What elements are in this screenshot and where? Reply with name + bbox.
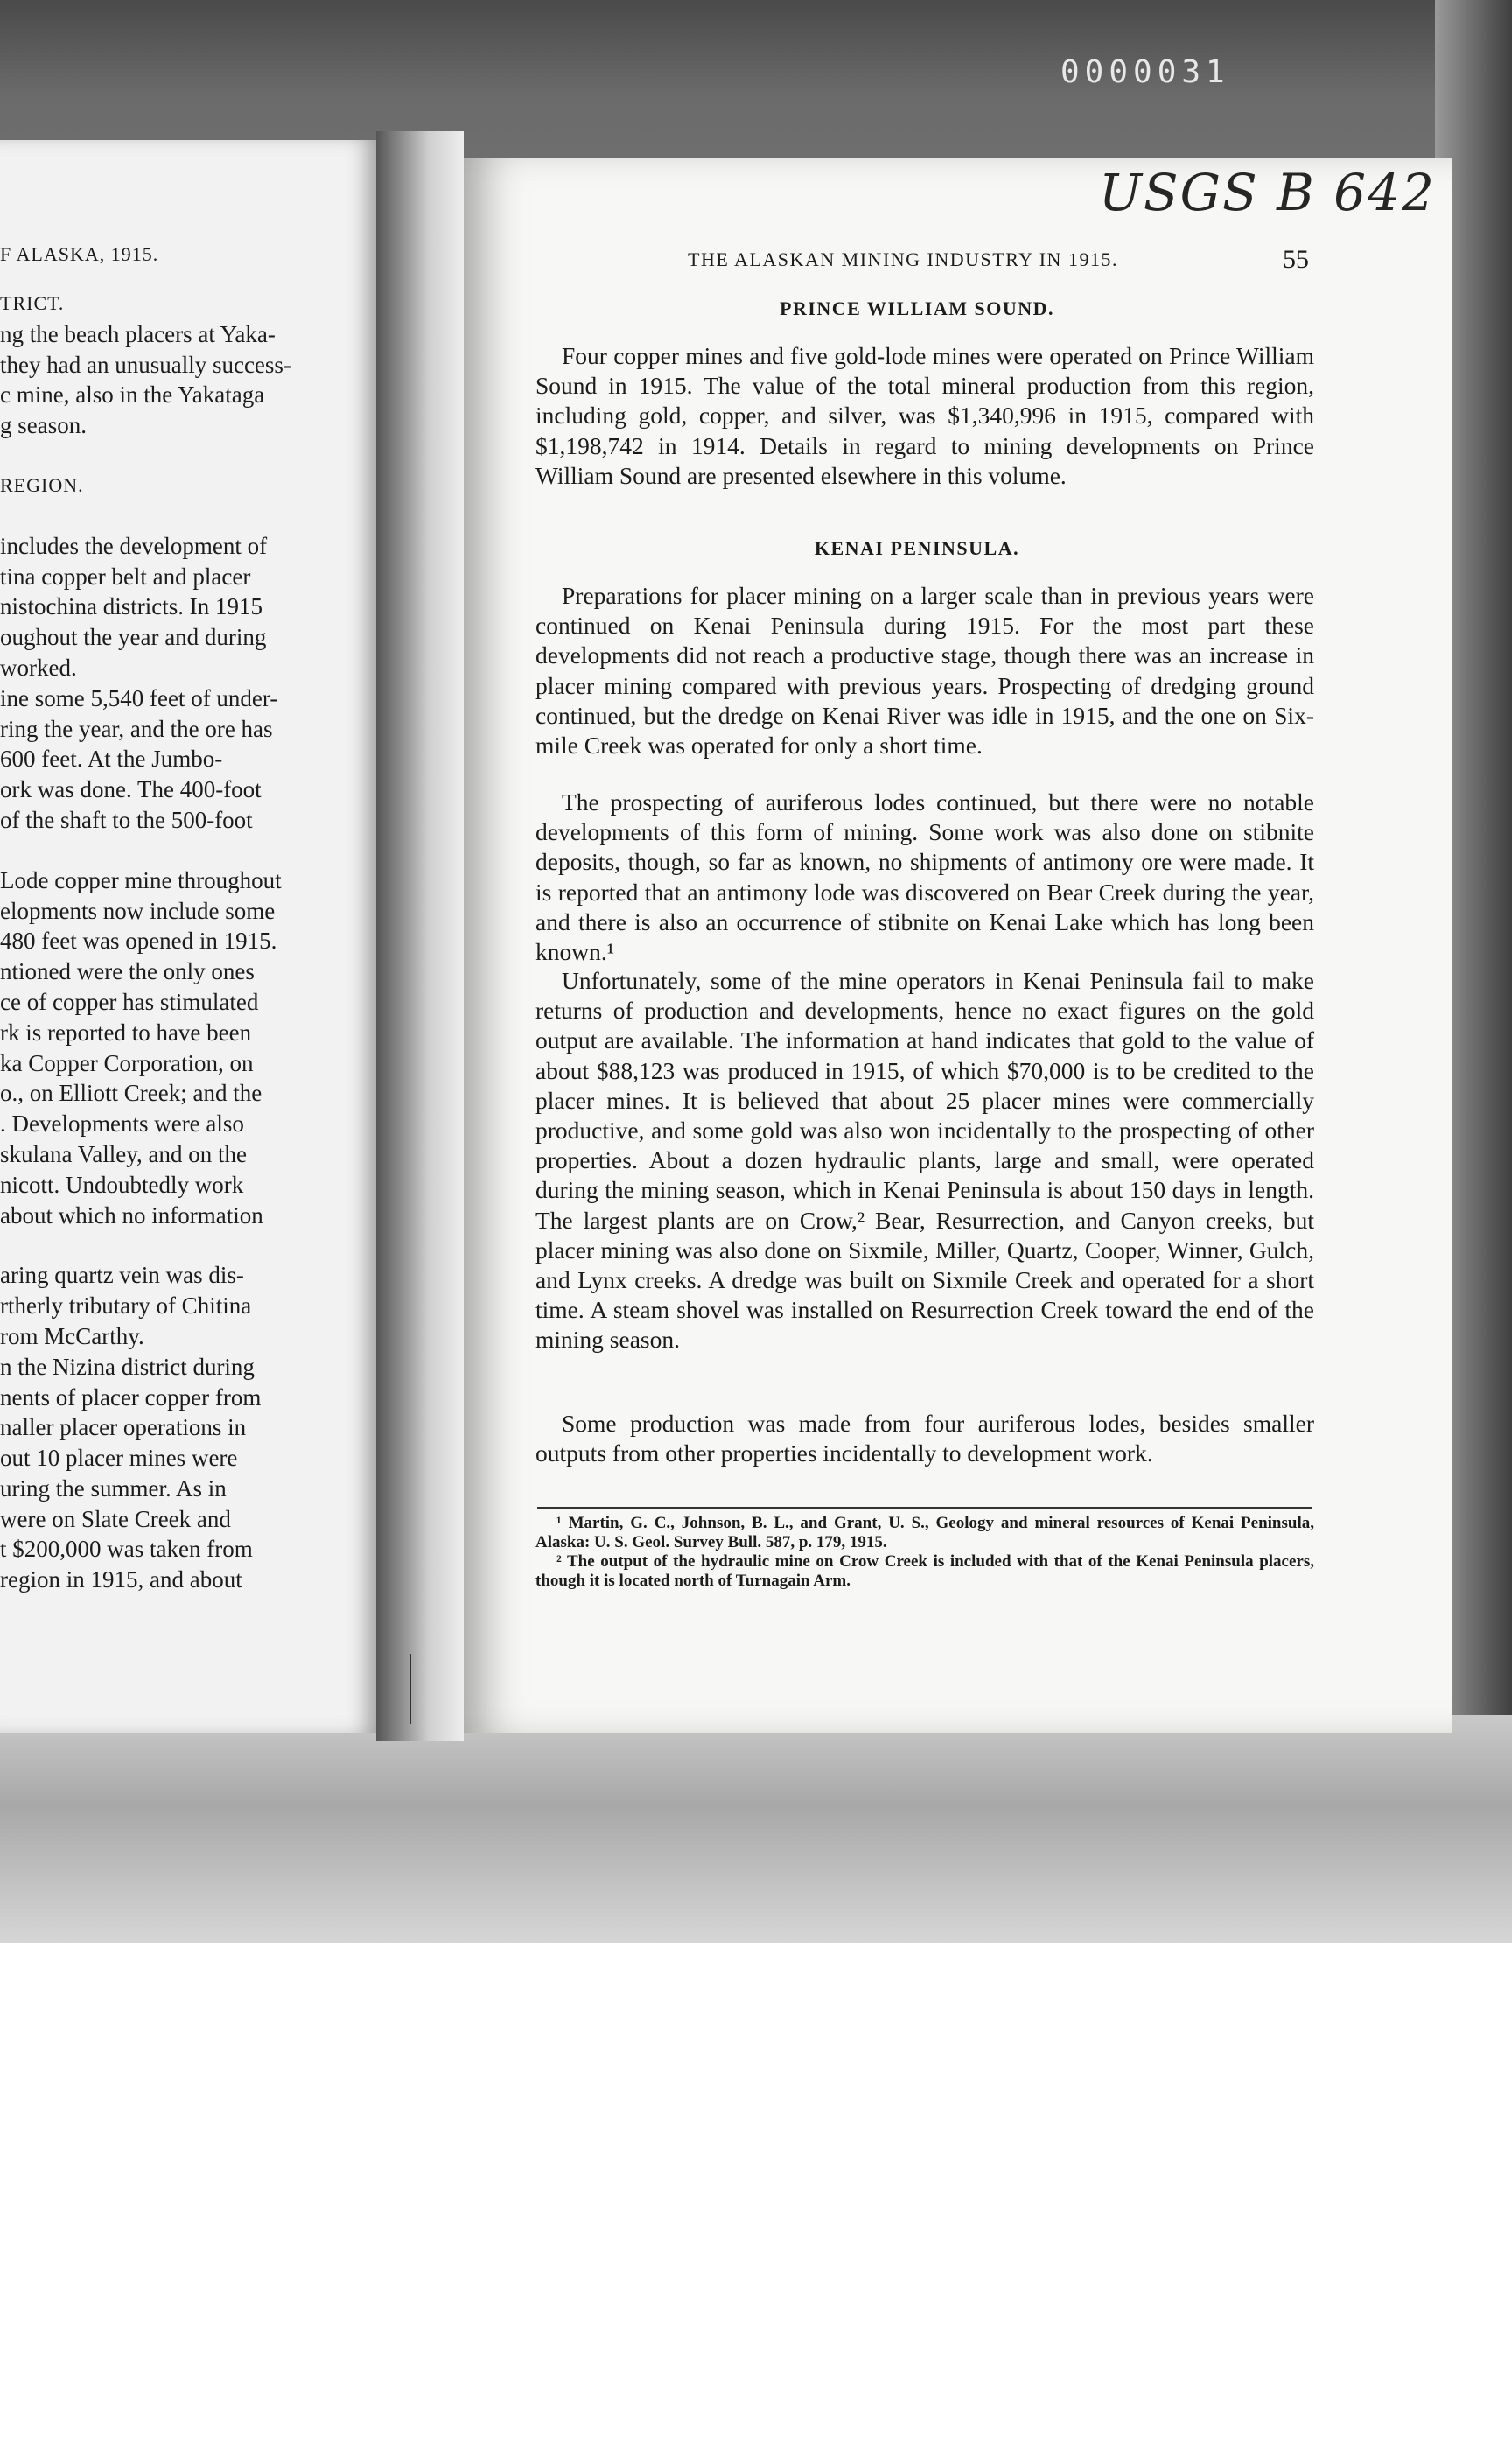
left-text-line: g season. [0, 412, 87, 439]
footnote-2: ² The output of the hydraulic mine on Crow Creek is included with that of the Kenai Peninsula placers, though it is located north of Turnagain Arm. [536, 1552, 1314, 1590]
paragraph-kenai-1: Preparations for placer mining on a larger scale than in previous years were continued on Kenai Peninsula during 1915. For the most part these developments did not reach a productive stage, though there was an increase in placer mining compared with previous years. Prospecting of dredging ground continued, but the dredge on Kenai River was idle in 1915, and the one on Six-mile Creek was operated for only a short time. [536, 582, 1314, 760]
left-text-line: of the shaft to the 500-foot [0, 806, 253, 833]
left-text-line: they had an unusually success- [0, 351, 291, 378]
left-text-line: . Developments were also [0, 1110, 244, 1138]
footnotes [536, 1514, 1314, 1591]
paragraph-kenai-2: The prospecting of auriferous lodes continued, but there were no notable developments of this form of mining. Some work was also done on stibnite deposits, though, so far as known, no shipments of antimony ore were made. It is reported that an antimony lode was discovered on Bear Creek during the year, and there is also an occurrence of stibnite on Kenai Lake which has long been known.¹ [536, 788, 1314, 966]
left-text-line: uring the summer. As in [0, 1474, 227, 1502]
section-heading-prince-william-sound: PRINCE WILLIAM SOUND. [779, 298, 1055, 319]
paragraph-prince-william-sound: Four copper mines and five gold-lode mines were operated on Prince William Sound in 1915. The value of the total mineral production from this region, including gold, copper, and silver, was $1,340,996 in 1915, compared with $1,198,742 in 1914. Details in regard to mining developments on Prince William Sound are presented elsewhere in this volume. [536, 342, 1314, 489]
left-text-line: t $200,000 was taken from [0, 1536, 253, 1563]
left-text-line [0, 836, 368, 865]
left-running-head: F ALASKA, 1915. [0, 243, 159, 265]
book-gutter [376, 131, 464, 1741]
left-text-line: naller placer operations in [0, 1414, 247, 1441]
footnote-1: ¹ Martin, G. C., Johnson, B. L., and Grant, U. S., Geology and mineral resources of Kenai Peninsula, Alaska: U. S. Geol. Survey Bull. 587, p. 179, 1915. [536, 1514, 1314, 1551]
left-text-line: ka Copper Corporation, on [0, 1049, 254, 1076]
left-page [0, 140, 376, 1732]
left-page-text [0, 289, 368, 1595]
left-text-line: Lode copper mine throughout [0, 866, 282, 893]
left-text-line [0, 1230, 368, 1260]
paragraph-kenai-4: Some production was made from four auriferous lodes, besides smaller outputs from other properties incidentally to development work. [536, 1410, 1314, 1467]
left-text-line: about which no information [0, 1201, 263, 1228]
paragraph-kenai-3: Unfortunately, some of the mine operators in Kenai Peninsula fail to make returns of production and developments, hence no exact figures on the gold output are available. The information at hand indicates that gold to the value of about $88,123 was produced in 1915, of which $70,000 is to be credited to the placer mines. It is believed that about 25 placer mines were commercially productive, and some gold was also won incidentally to the prospecting of other properties. About a dozen hydraulic plants, large and small, were operated during the mining season, which in Kenai Peninsula is about 150 days in length. The largest plants are on Crow,² Bear, Resurrection, and Canyon creeks, but placer mining was also done on Sixmile, Miller, Quartz, Cooper, Winner, Gulch, and Lynx creeks. A dredge was built on Sixmile Creek and operated for a short time. A steam shovel was installed on Resurrection Creek toward the end of the mining season. [536, 967, 1314, 1354]
left-text-line: rom McCarthy. [0, 1322, 144, 1349]
left-text-line: were on Slate Creek and [0, 1505, 231, 1532]
left-text-line: ine some 5,540 feet of under- [0, 684, 278, 711]
left-text-line: worked. [0, 654, 77, 681]
left-text-line: n the Nizina district during [0, 1353, 255, 1380]
left-text-line: nents of placer copper from [0, 1383, 262, 1410]
left-text-line: c mine, also in the Yakataga [0, 382, 265, 409]
left-text-line: nicott. Undoubtedly work [0, 1171, 244, 1198]
left-text-line: ng the beach placers at Yaka- [0, 320, 276, 347]
left-text-line: region in 1915, and about [0, 1566, 242, 1593]
left-text-line: rk is reported to have been [0, 1018, 252, 1046]
left-text-line [0, 441, 368, 471]
left-text-line: includes the development of [0, 532, 268, 559]
left-text-line: ntioned were the only ones [0, 958, 255, 985]
left-text-line: elopments now include some [0, 897, 276, 924]
page-edge-line [410, 1654, 411, 1724]
left-text-line: aring quartz vein was dis- [0, 1262, 244, 1289]
left-text-line: tina copper belt and placer [0, 563, 251, 590]
section-heading-kenai-peninsula: KENAI PENINSULA. [814, 537, 1020, 559]
archive-stamp-number: 0000031 [1060, 54, 1230, 90]
left-text-line [0, 501, 368, 531]
left-section-heading: TRICT. [0, 292, 65, 314]
left-text-line: rtherly tributary of Chitina [0, 1292, 252, 1320]
left-text-line: oughout the year and during [0, 624, 267, 651]
left-text-line: 480 feet was opened in 1915. [0, 928, 277, 955]
left-text-line: nistochina districts. In 1915 [0, 593, 262, 620]
left-text-line: ring the year, and the ore has [0, 715, 273, 742]
left-text-line: 600 feet. At the Jumbo- [0, 746, 223, 773]
handwritten-annotation: USGS B 642 [1099, 163, 1436, 222]
left-text-line: o., on Elliott Creek; and the [0, 1080, 262, 1107]
left-text-line: skulana Valley, and on the [0, 1140, 247, 1167]
footnote-rule [537, 1507, 1312, 1508]
left-text-line: ork was done. The 400-foot [0, 776, 262, 803]
page-number: 55 [1283, 245, 1309, 274]
left-text-line: ce of copper has stimulated [0, 988, 259, 1015]
left-section-heading: REGION. [0, 473, 84, 496]
running-head: THE ALASKAN MINING INDUSTRY IN 1915. [688, 248, 1118, 270]
scanner-bottom-band [0, 1715, 1512, 1942]
left-text-line: out 10 placer mines were [0, 1445, 238, 1472]
